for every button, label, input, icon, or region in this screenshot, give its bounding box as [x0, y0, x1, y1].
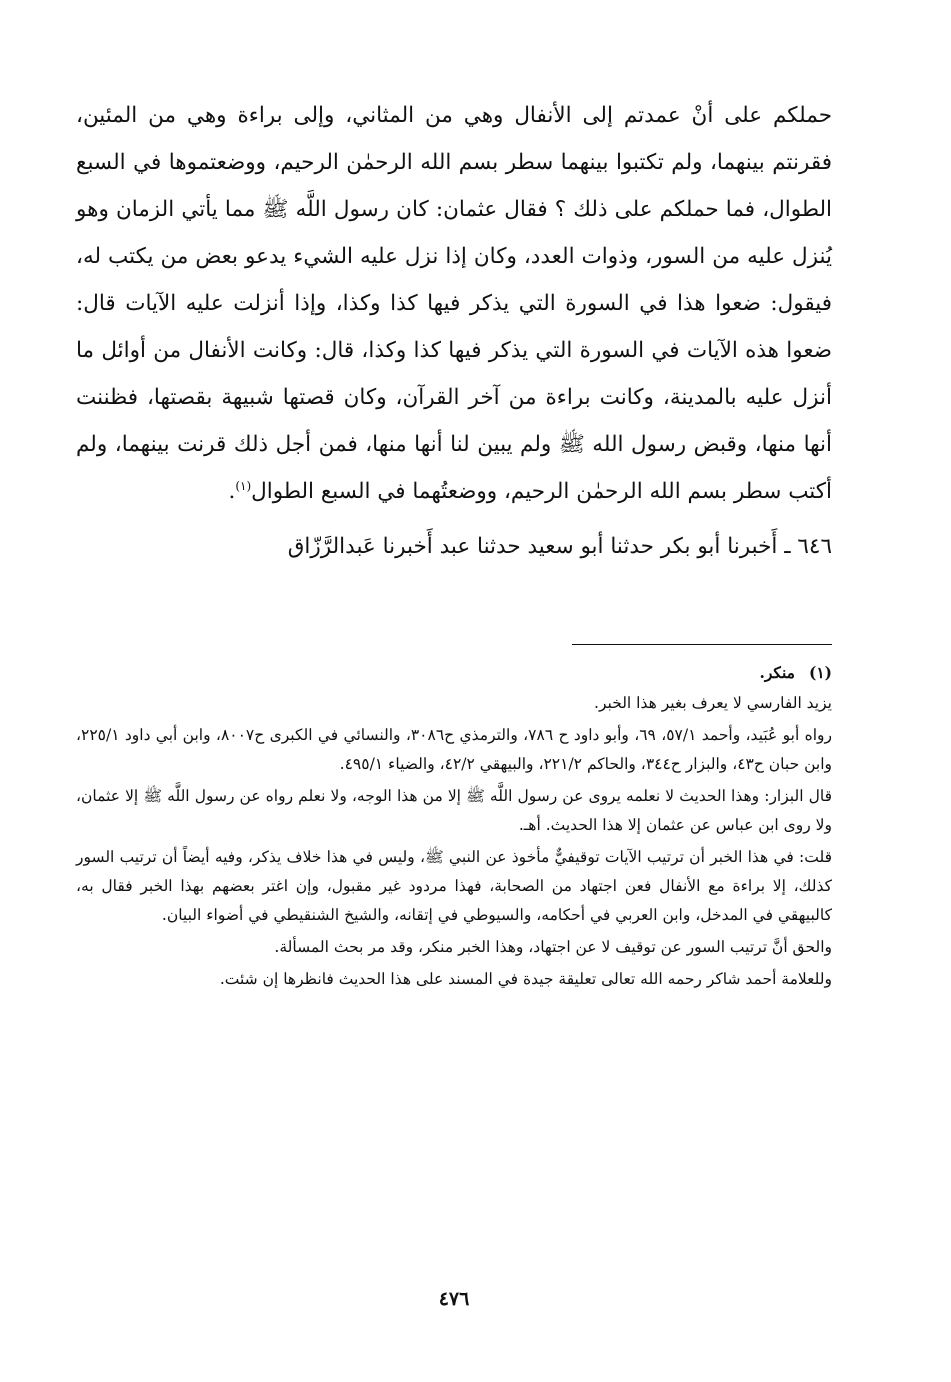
footnotes-section: [76, 658, 832, 997]
main-body-text: [76, 92, 832, 515]
hadith-646-line: ٦٤٦ ـ أَخبرنا أبو بكر حدثنا أبو سعيد حدثنا عبد أَخبرنا عَبدالرَّزّاق: [287, 534, 832, 559]
footnote-paragraph: والحق أنَّ ترتيب السور عن توقيف لا عن اجتهاد، وهذا الخبر منكر، وقد مر بحث المسألة.: [274, 938, 832, 956]
footnote-paragraph: يزيد الفارسي لا يعرف بغير هذا الخبر.: [594, 694, 832, 712]
footnote-divider: [572, 644, 832, 645]
footnote-grade: منكر.: [759, 663, 795, 682]
footnote-heading: [76, 658, 832, 687]
body-end-mark: .: [228, 479, 236, 504]
footnote-paragraph: وللعلامة أحمد شاكر رحمه الله تعالى تعليقة جيدة في المسند على هذا الحديث فانظرها إن شئت.: [219, 970, 832, 988]
footnote-paragraph: رواه أبو عُبَيد، وأحمد ٥٧/١، ٦٩، وأبو داود ح ٧٨٦، والترمذي ح٣٠٨٦، والنسائي في الكبرى ح٨٠٠٧، وابن أبي داود ٢٢٥/١، وابن حبان ح٤٣، والبزار ح٣٤٤، والحاكم ٢٢١/٢، والبيهقي ٤٢/٢، والضياء ٤٩٥/١.: [76, 726, 832, 773]
document-page: [76, 92, 832, 1310]
page-number: ٤٧٦: [438, 1288, 470, 1310]
body-paragraph: حملكم على أنْ عمدتم إلى الأنفال وهي من المثاني، وإلى براءة وهي من المئين، فقرنتم بينهما، ولم تكتبوا بينهما سطر بسم الله الرحمٰن الرحيم، ووضعتموها في السبع الطوال، فما حملكم على ذلك ؟ فقال عثمان: كان رسول اللَّه ﷺ مما يأتي الزمان وهو يُنزل عليه من السور، وذوات العدد، وكان إذا نزل عليه الشيء يدعو بعض من يكتب له، فيقول: ضعوا هذا في السورة التي يذكر فيها كذا وكذا، وإذا أنزلت عليه الآيات قال: ضعوا هذه الآيات في السورة التي يذكر فيها كذا وكذا، قال: وكانت الأنفال من أوائل ما أنزل عليه بالمدينة، وكانت براءة من آخر القرآن، وكان قصتها شبيهة بقصتها، فظننت أنها منها، وقبض رسول الله ﷺ ولم يبين لنا أنها منها، فمن أجل ذلك قرنت بينهما، ولم أكتب سطر بسم الله الرحمٰن الرحيم، ووضعتُهما في السبع الطوال: [76, 103, 832, 504]
footnote-number: (١): [808, 663, 832, 682]
footnote-marker[interactable]: (١): [235, 478, 252, 493]
footnote-paragraph: قال البزار: وهذا الحديث لا نعلمه يروى عن رسول اللَّه ﷺ إلا من هذا الوجه، ولا نعلم رواه عن رسول اللَّه ﷺ إلا عثمان، ولا روى ابن عباس عن عثمان إلا هذا الحديث. أهـ.: [76, 787, 832, 834]
footnote-paragraph: قلت: في هذا الخبر أن ترتيب الآيات توقيفيٌّ مأخوذ عن النبي ﷺ، وليس في هذا خلاف يذكر، وفيه أيضاً أن ترتيب السور كذلك، إلا براءة مع الأنفال فعن اجتهاد من الصحابة، فهذا مردود غير مقبول، وإن اغتر بعضهم بهذا الخبر فقال به، كالبيهقي في المدخل، وابن العربي في أحكامه، والسيوطي في إتقانه، والشيخ الشنقيطي في أضواء البيان.: [76, 848, 832, 924]
